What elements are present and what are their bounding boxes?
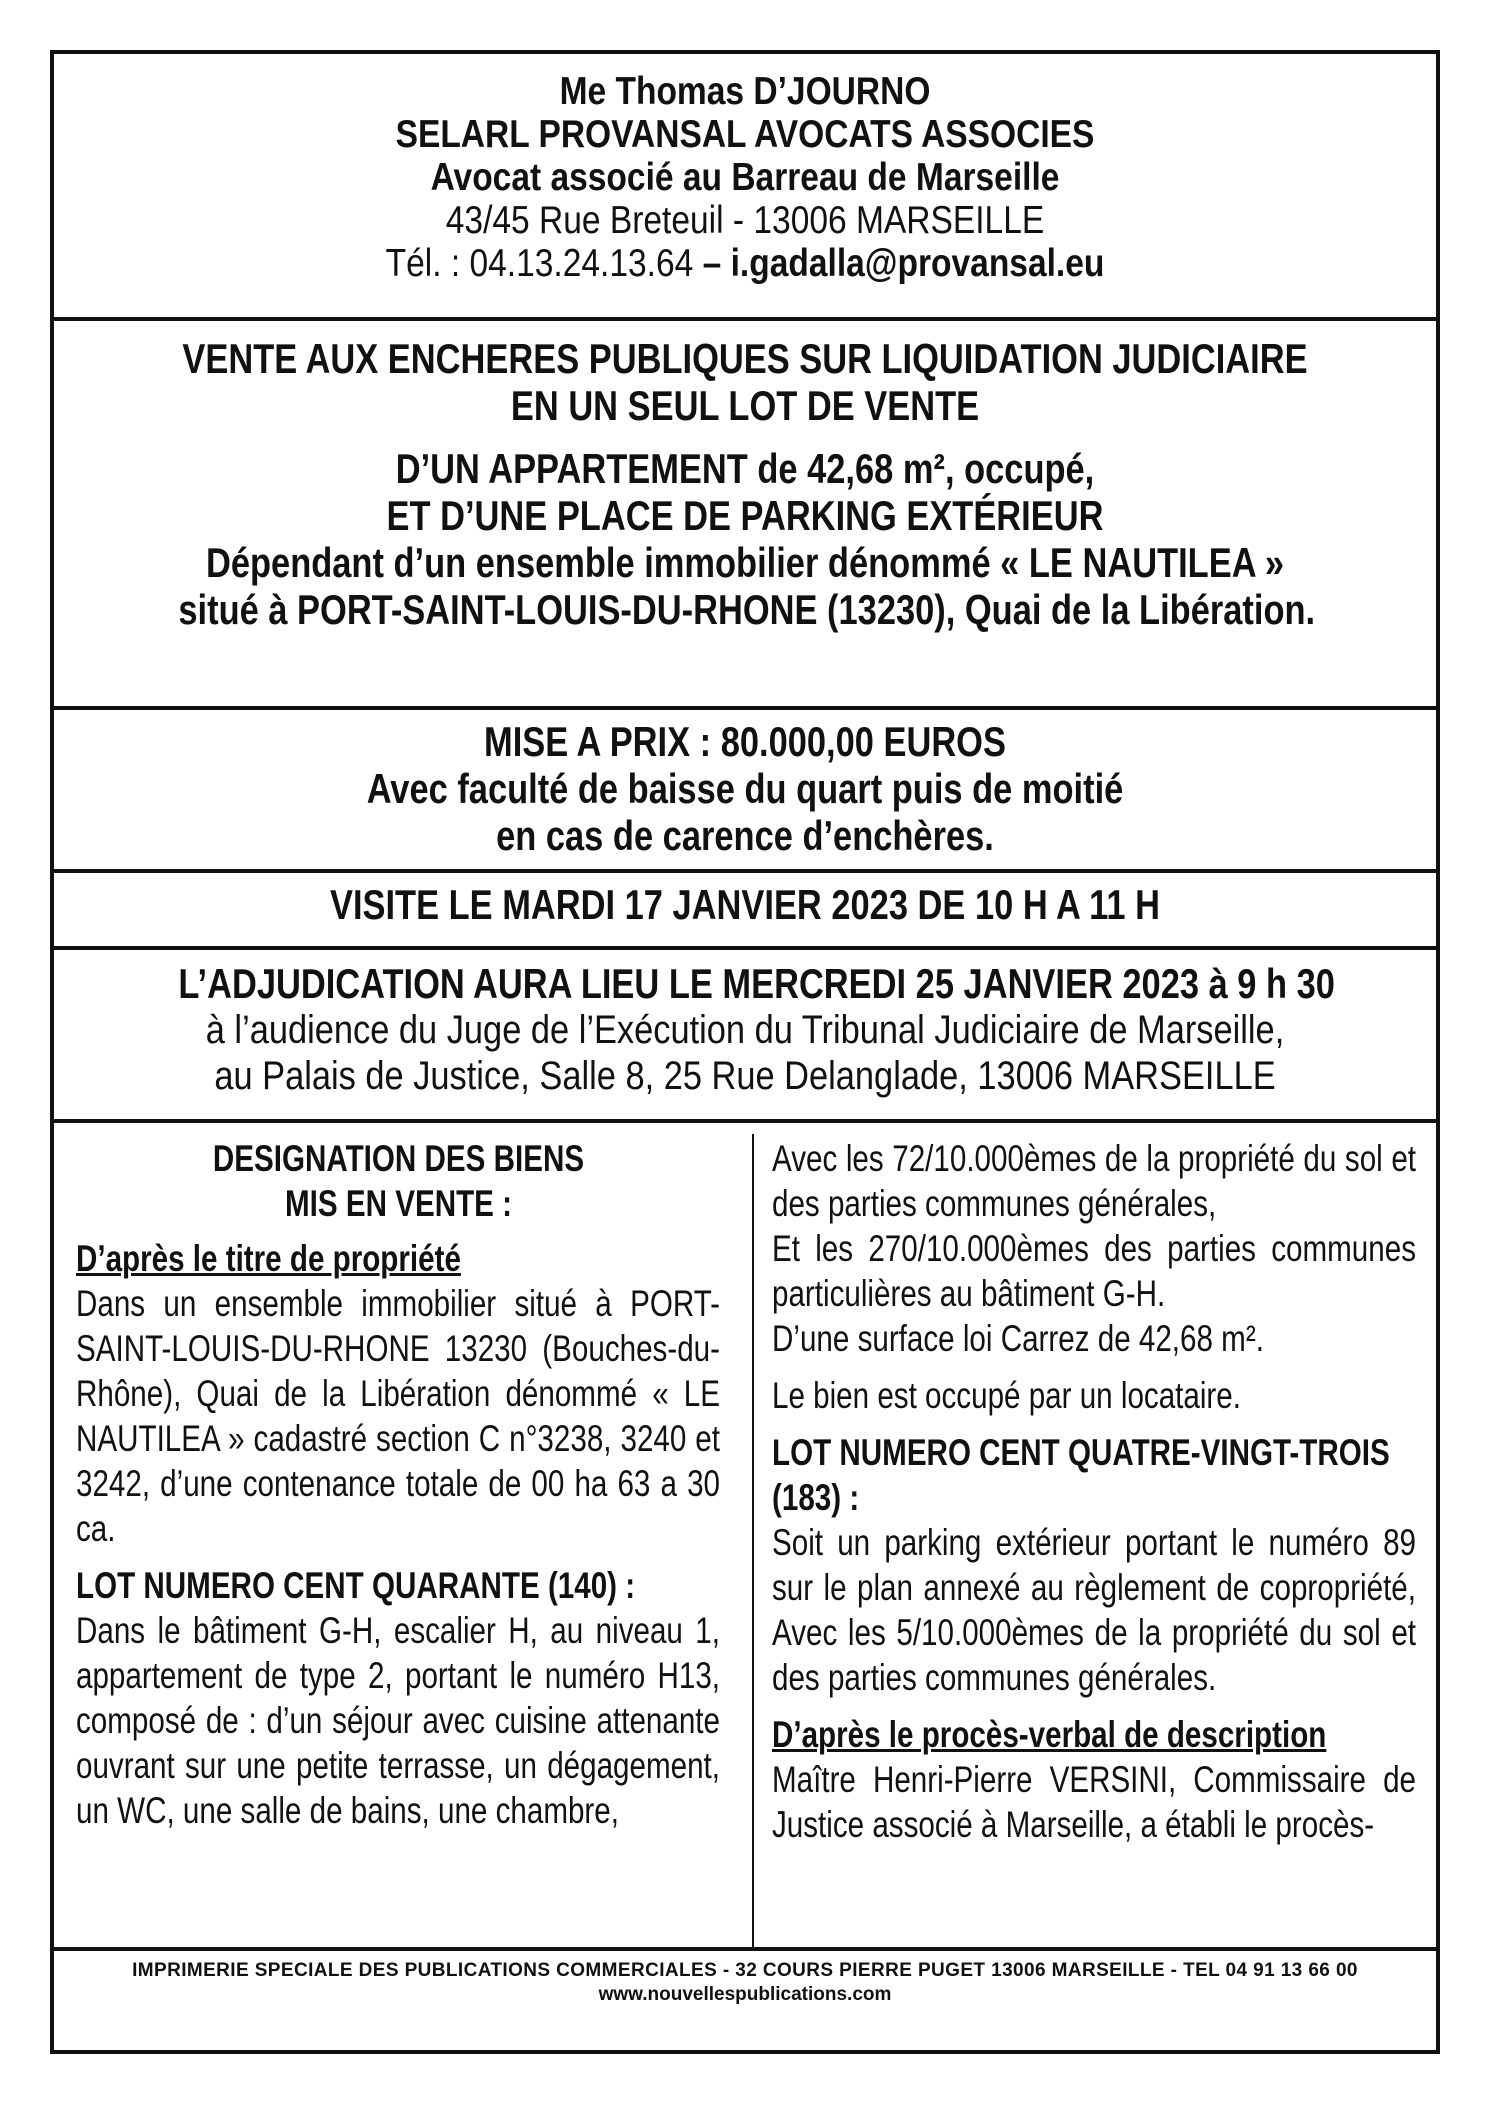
sale-building: Dépendant d’un ensemble immobilier dénommé « LE NAUTILEA »: [205, 539, 1285, 586]
price-condition: en cas de carence d’enchères.: [496, 812, 994, 859]
description-report-text: Maître Henri-Pierre VERSINI, Commissaire de Justice associé à Marseille, a établi le procès-: [772, 1759, 1416, 1845]
lot-140-surface: D’une surface loi Carrez de 42,68 m².: [772, 1318, 1264, 1359]
divider: [54, 317, 1436, 321]
sale-parking: ET D’UNE PLACE DE PARKING EXTÉRIEUR: [386, 492, 1104, 539]
lawyer-address: 43/45 Rue Breteuil - 13006 MARSEILLE: [445, 199, 1045, 242]
price-reduction: Avec faculté de baisse du quart puis de moitié: [366, 765, 1124, 812]
divider: [54, 1947, 1436, 1951]
designation-title: DESIGNATION DES BIENS: [212, 1138, 585, 1179]
divider: [54, 946, 1436, 950]
printer-footer: [54, 1959, 1436, 2007]
visit-date: VISITE LE MARDI 17 JANVIER 2023 DE 10 H A 11 H: [329, 881, 1161, 928]
lawyer-role: Avocat associé au Barreau de Marseille: [430, 156, 1060, 199]
notice-frame: [50, 50, 1440, 2054]
left-column: [76, 1136, 721, 1926]
lot-140-description: Dans le bâtiment G-H, escalier H, au niveau 1, appartement de type 2, portant le numéro H13, composé de : d’un séjour avec cuisine attenante ouvrant sur une petite terrasse, un dégagement, un WC, une salle de bains, une chambre,: [76, 1610, 720, 1831]
lot-140-share-ground: Avec les 72/10.000èmes de la propriété du sol et des parties communes générales,: [772, 1138, 1416, 1224]
contact-line: [151, 242, 1340, 285]
designation-subtitle: MIS EN VENTE :: [285, 1183, 512, 1224]
sale-lot: EN UN SEUL LOT DE VENTE: [510, 382, 980, 429]
divider: [54, 706, 1436, 710]
designation-title-wrap: [76, 1136, 721, 1226]
right-column: [772, 1136, 1417, 1926]
divider: [54, 1119, 1436, 1123]
occupancy-status: Le bien est occupé par un locataire.: [772, 1375, 1241, 1416]
printer-address: IMPRIMERIE SPECIALE DES PUBLICATIONS COMMERCIALES - 32 COURS PIERRE PUGET 13006 MARSEILLE - TEL 04 91 13 66 00: [132, 1960, 1358, 1981]
visit-section: [54, 881, 1436, 928]
phone: Tél. : 04.13.24.13.64: [385, 242, 694, 285]
adjudication-section: [54, 960, 1436, 1099]
starting-price: MISE A PRIX : 80.000,00 EUROS: [484, 718, 1006, 765]
price-section: [54, 718, 1436, 859]
sale-apartment: D’UN APPARTEMENT de 42,68 m², occupé,: [395, 445, 1095, 492]
email: – i.gadalla@provansal.eu: [702, 242, 1105, 285]
lot-140-heading: LOT NUMERO CENT QUARANTE (140) :: [76, 1565, 636, 1606]
lot-140-share-building: Et les 270/10.000èmes des parties communes particulières au bâtiment G-H.: [772, 1228, 1416, 1314]
adjudication-date: L’ADJUDICATION AURA LIEU LE MERCREDI 25 JANVIER 2023 à 9 h 30: [178, 960, 1335, 1007]
divider: [54, 869, 1436, 873]
printer-website: www.nouvellespublications.com: [598, 1984, 892, 2005]
lot-183-heading: LOT NUMERO CENT QUATRE-VINGT-TROIS (183) :: [772, 1432, 1390, 1518]
sale-section: [54, 335, 1436, 633]
title-deed-heading: D’après le titre de propriété: [76, 1238, 461, 1279]
law-firm: SELARL PROVANSAL AVOCATS ASSOCIES: [395, 113, 1095, 156]
sale-location: situé à PORT-SAINT-LOUIS-DU-RHONE (13230), Quai de la Libération.: [178, 586, 1316, 633]
adjudication-court: à l’audience du Juge de l’Exécution du Tribunal Judiciaire de Marseille,: [205, 1008, 1285, 1052]
column-divider: [752, 1134, 754, 1949]
lawyer-header: [54, 70, 1436, 285]
sale-title: VENTE AUX ENCHERES PUBLIQUES SUR LIQUIDATION JUDICIAIRE: [182, 335, 1308, 382]
lawyer-name: Me Thomas D’JOURNO: [559, 70, 931, 113]
adjudication-address: au Palais de Justice, Salle 8, 25 Rue Delanglade, 13006 MARSEILLE: [214, 1054, 1276, 1098]
lot-183-description: Soit un parking extérieur portant le numéro 89 sur le plan annexé au règlement de copropriété, Avec les 5/10.000èmes de la propriété du sol et des parties communes générales.: [772, 1522, 1416, 1698]
description-report-heading: D’après le procès-verbal de description: [772, 1714, 1327, 1755]
property-description: Dans un ensemble immobilier situé à PORT-SAINT-LOUIS-DU-RHONE 13230 (Bouches-du-Rhône), Quai de la Libération dénommé « LE NAUTILEA » cadastré section C n°3238, 3240 et 3242, d’une contenance totale de 00 ha 63 a 30 ca.: [76, 1283, 720, 1549]
